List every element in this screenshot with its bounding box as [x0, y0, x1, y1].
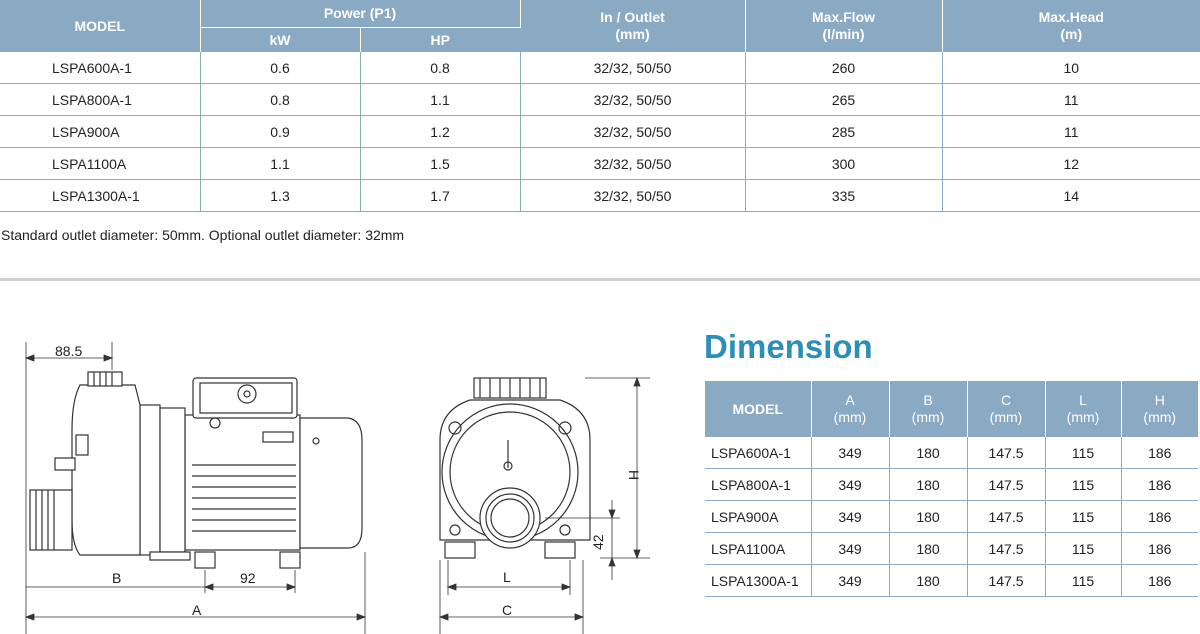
dim-cell-a: 349 — [811, 501, 889, 533]
dim-cell-h: 186 — [1121, 533, 1198, 565]
cell-head: 14 — [942, 180, 1200, 212]
cell-flow: 300 — [745, 148, 942, 180]
dim-header-h-unit: (mm) — [1143, 409, 1177, 425]
dim-cell-b: 180 — [889, 501, 967, 533]
dim-header-h — [1121, 381, 1198, 437]
table-row — [705, 437, 1198, 469]
section-divider — [0, 278, 1200, 281]
dim-header-h-label: H — [1154, 392, 1165, 408]
header-power: Power (P1) — [200, 0, 520, 28]
dim-cell-h: 186 — [1121, 565, 1198, 597]
dim-cell-h: 186 — [1121, 437, 1198, 469]
dim-header-l-unit: (mm) — [1066, 409, 1100, 425]
header-flow-line2: (l/min) — [822, 26, 865, 42]
cell-model: LSPA600A-1 — [0, 52, 200, 84]
dim-cell-model: LSPA900A — [705, 501, 811, 533]
header-head-line2: (m) — [1060, 26, 1083, 42]
cell-head: 12 — [942, 148, 1200, 180]
header-model: MODEL — [0, 0, 200, 52]
table-row — [0, 180, 1200, 212]
dim-header-b-label: B — [923, 392, 933, 408]
dim-header-a — [811, 381, 889, 437]
dim-cell-l: 115 — [1045, 437, 1121, 469]
dim-l-label: L — [503, 569, 511, 585]
dim-88-5-label: 88.5 — [55, 343, 83, 359]
spec-table — [0, 0, 1200, 212]
dim-cell-b: 180 — [889, 437, 967, 469]
dimension-table — [705, 381, 1198, 597]
dim-cell-model: LSPA1300A-1 — [705, 565, 811, 597]
dim-cell-l: 115 — [1045, 501, 1121, 533]
cell-kw: 1.1 — [200, 148, 360, 180]
table-row — [705, 469, 1198, 501]
dim-92-label: 92 — [240, 570, 256, 586]
table-row — [705, 533, 1198, 565]
header-kw: kW — [200, 28, 360, 53]
dimension-title: Dimension — [704, 328, 873, 365]
header-head — [942, 0, 1200, 52]
cell-flow: 335 — [745, 180, 942, 212]
dim-cell-c: 147.5 — [967, 533, 1045, 565]
dim-header-b-unit: (mm) — [911, 409, 945, 425]
header-outlet-line1: In / Outlet — [600, 9, 665, 25]
cell-model: LSPA900A — [0, 116, 200, 148]
table-row — [0, 148, 1200, 180]
pump-side-view-icon — [30, 372, 362, 568]
cell-outlet: 32/32, 50/50 — [520, 180, 745, 212]
dim-cell-model: LSPA800A-1 — [705, 469, 811, 501]
dim-cell-h: 186 — [1121, 501, 1198, 533]
cell-outlet: 32/32, 50/50 — [520, 52, 745, 84]
cell-kw: 0.9 — [200, 116, 360, 148]
cell-kw: 0.8 — [200, 84, 360, 116]
dim-header-c-label: C — [1000, 392, 1012, 408]
dim-cell-l: 115 — [1045, 565, 1121, 597]
dim-cell-h: 186 — [1121, 469, 1198, 501]
outlet-note: Standard outlet diameter: 50mm. Optional outlet diameter: 32mm — [1, 227, 405, 243]
dim-cell-c: 147.5 — [967, 437, 1045, 469]
cell-flow: 260 — [745, 52, 942, 84]
cell-outlet: 32/32, 50/50 — [520, 84, 745, 116]
cell-kw: 1.3 — [200, 180, 360, 212]
dim-b-label: B — [112, 570, 122, 586]
dim-42-label: 42 — [590, 534, 606, 550]
header-head-line1: Max.Head — [1038, 9, 1104, 25]
dim-header-c — [967, 381, 1045, 437]
dim-cell-c: 147.5 — [967, 501, 1045, 533]
cell-model: LSPA1300A-1 — [0, 180, 200, 212]
dim-cell-b: 180 — [889, 469, 967, 501]
table-row — [705, 565, 1198, 597]
pump-front-view-icon — [440, 378, 590, 558]
cell-hp: 1.2 — [360, 116, 520, 148]
table-row — [0, 52, 1200, 84]
cell-hp: 1.1 — [360, 84, 520, 116]
cell-outlet: 32/32, 50/50 — [520, 116, 745, 148]
dim-cell-model: LSPA600A-1 — [705, 437, 811, 469]
dim-cell-l: 115 — [1045, 533, 1121, 565]
dim-cell-l: 115 — [1045, 469, 1121, 501]
cell-head: 11 — [942, 116, 1200, 148]
dim-header-a-unit: (mm) — [833, 409, 867, 425]
header-flow-line1: Max.Flow — [812, 9, 876, 25]
dim-header-c-unit: (mm) — [989, 409, 1023, 425]
cell-head: 11 — [942, 84, 1200, 116]
dim-cell-b: 180 — [889, 565, 967, 597]
cell-hp: 0.8 — [360, 52, 520, 84]
cell-hp: 1.5 — [360, 148, 520, 180]
dim-cell-a: 349 — [811, 437, 889, 469]
cell-outlet: 32/32, 50/50 — [520, 148, 745, 180]
cell-flow: 265 — [745, 84, 942, 116]
dim-cell-b: 180 — [889, 533, 967, 565]
dim-header-model: MODEL — [705, 381, 811, 437]
cell-model: LSPA800A-1 — [0, 84, 200, 116]
dim-c-label: C — [502, 602, 513, 618]
dim-header-l — [1045, 381, 1121, 437]
dim-cell-c: 147.5 — [967, 469, 1045, 501]
cell-model: LSPA1100A — [0, 148, 200, 180]
pump-dimension-drawing — [0, 290, 690, 634]
dim-header-a-label: A — [845, 392, 855, 408]
table-row — [0, 116, 1200, 148]
dim-h-label: H — [626, 470, 642, 481]
dim-cell-c: 147.5 — [967, 565, 1045, 597]
cell-flow: 285 — [745, 116, 942, 148]
header-outlet — [520, 0, 745, 52]
cell-head: 10 — [942, 52, 1200, 84]
cell-kw: 0.6 — [200, 52, 360, 84]
cell-hp: 1.7 — [360, 180, 520, 212]
header-flow — [745, 0, 942, 52]
header-hp: HP — [360, 28, 520, 53]
table-row — [705, 501, 1198, 533]
dim-cell-a: 349 — [811, 565, 889, 597]
dim-cell-a: 349 — [811, 469, 889, 501]
dim-cell-a: 349 — [811, 533, 889, 565]
dim-a-label: A — [192, 602, 202, 618]
header-outlet-line2: (mm) — [615, 26, 650, 42]
dim-header-b — [889, 381, 967, 437]
dim-header-l-label: L — [1079, 392, 1087, 408]
dim-cell-model: LSPA1100A — [705, 533, 811, 565]
table-row — [0, 84, 1200, 116]
